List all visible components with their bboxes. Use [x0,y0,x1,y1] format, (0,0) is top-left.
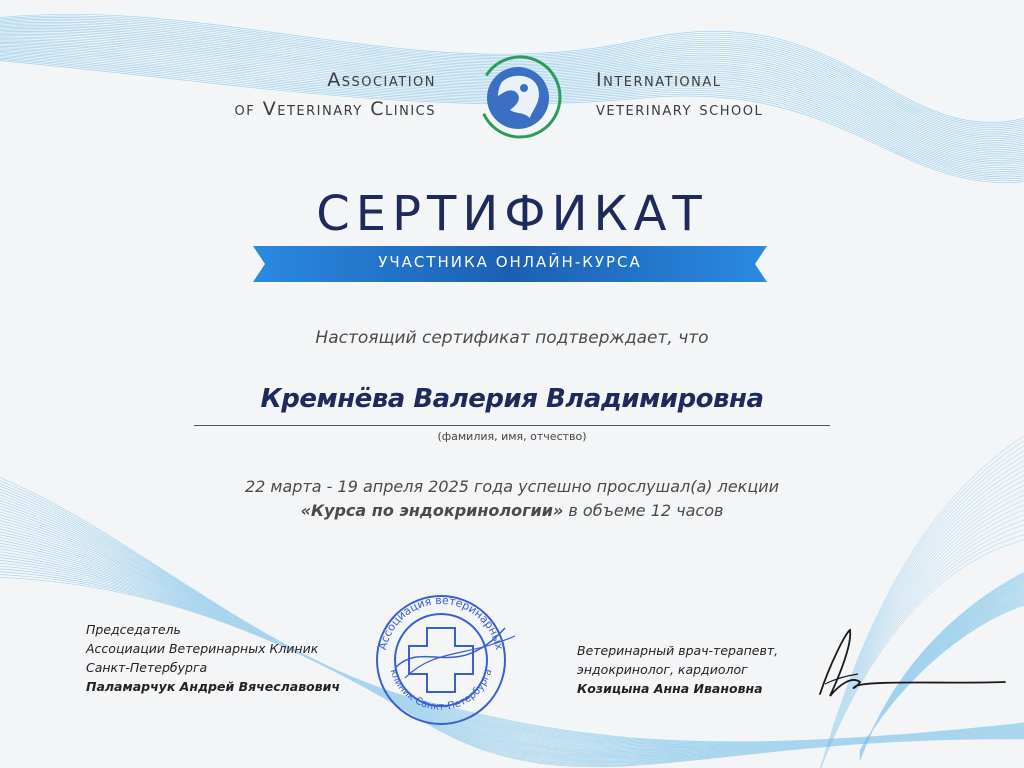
school-logo-icon [472,52,568,140]
svg-text:клиник Санкт-Петербурга [388,668,495,713]
org-left-line1: Association [327,69,436,91]
certificate-subtitle: УЧАСТНИКА ОНЛАЙН-КУРСА [378,253,642,271]
signatory-right [577,641,778,698]
org-right-name [596,66,763,124]
signatory-left [86,620,340,696]
org-left-name [234,66,436,124]
recipient-name: Кремнёва Валерия Владимировна [260,384,764,414]
course-volume: в объеме 12 часов [563,501,724,520]
signatory-left-role2: Ассоциации Ветеринарных Клиник [86,641,319,656]
course-name: «Курса по эндокринологии» [300,501,564,520]
stamp-text-bottom: клиник Санкт-Петербурга [387,667,495,713]
name-underline [194,425,830,426]
org-right-line1: International [596,69,722,91]
course-line [0,499,1024,523]
signatory-left-name: Паламарчук Андрей Вячеславович [86,679,340,694]
confirm-text: Настоящий сертификат подтверждает, что [315,328,709,348]
lectures-text [0,475,1024,523]
handwritten-signature-icon [800,624,1010,704]
stamp-seal-icon [355,588,527,728]
name-caption: (фамилия, имя, отчество) [437,430,587,443]
org-left-line2: of Veterinary Clinics [234,98,436,120]
signatory-right-role2: эндокринолог, кардиолог [577,662,748,677]
signatory-left-role1: Председатель [86,622,181,637]
signatory-left-role3: Санкт-Петербурга [86,660,208,675]
stamp-text-top: Ассоциация ветеринарных [375,593,507,652]
signatory-right-name: Козицына Анна Ивановна [577,681,763,696]
org-right-line2: veterinary school [596,98,764,120]
lectures-line: 22 марта - 19 апреля 2025 года успешно прослушал(а) лекции [244,477,780,496]
certificate-title: СЕРТИФИКАТ [316,186,708,242]
svg-text:Ассоциация ветеринарных [376,594,506,652]
signatory-right-role1: Ветеринарный врач-терапевт, [577,643,779,658]
